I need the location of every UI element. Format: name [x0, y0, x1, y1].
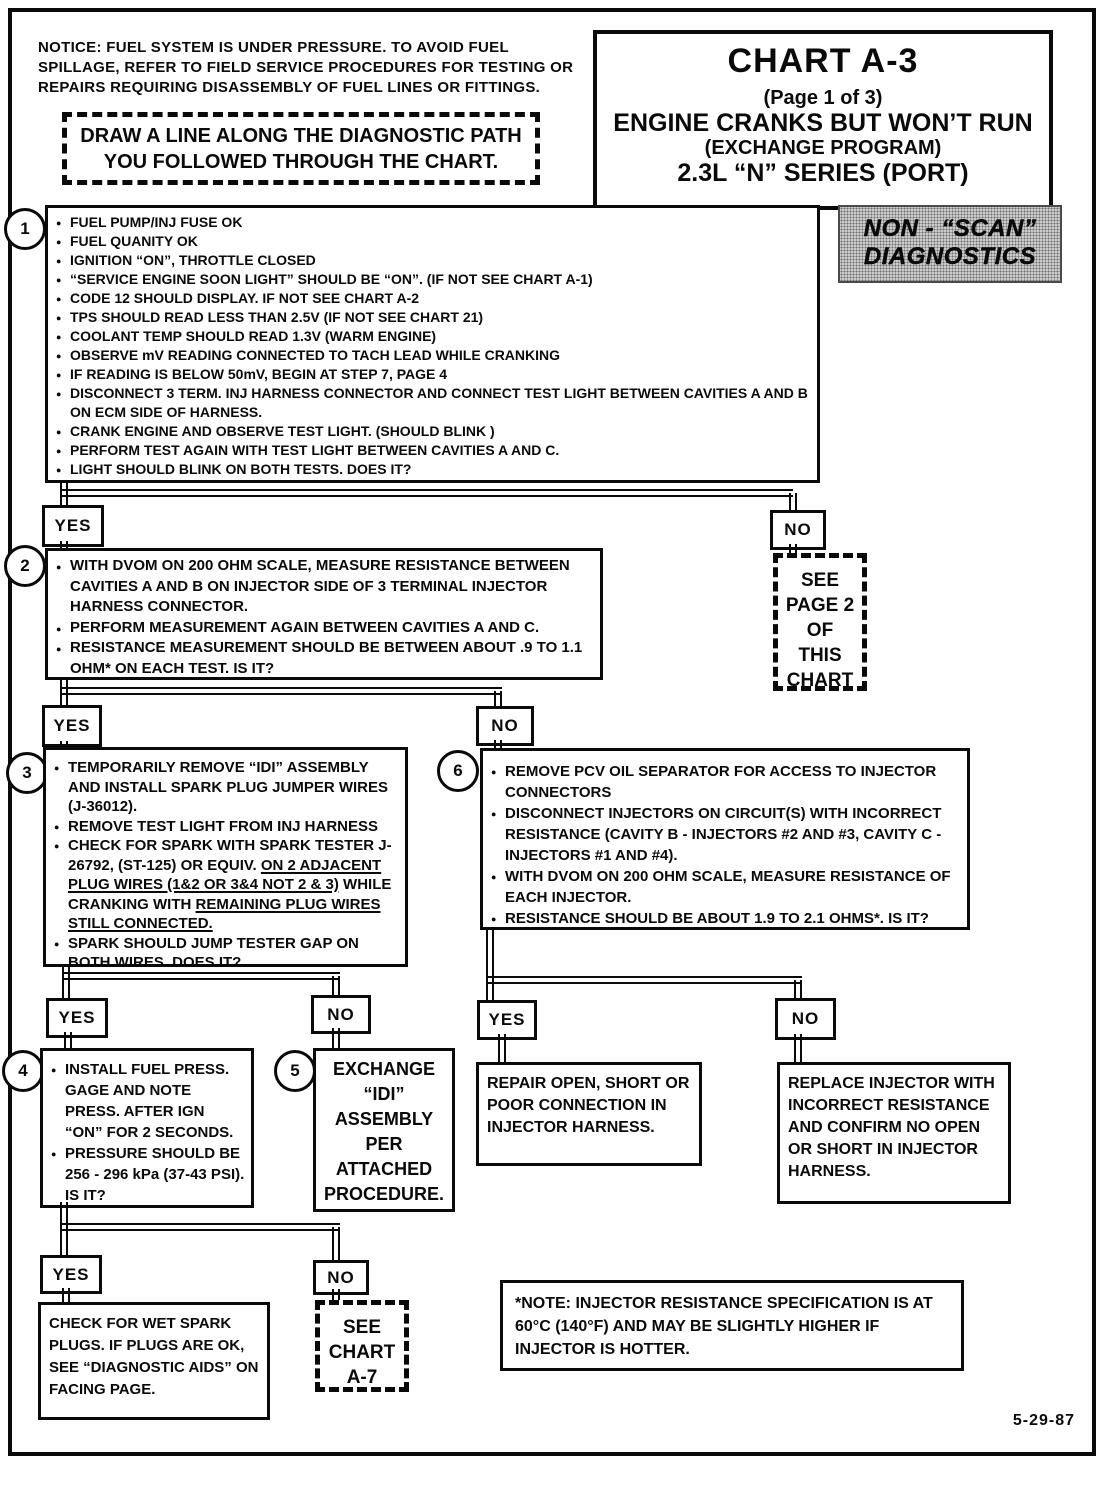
text-line: A-7 — [346, 1367, 378, 1388]
chart-title: CHART A-3 — [727, 42, 919, 80]
flow-connector — [498, 1034, 506, 1062]
badge-line-1: NON - “SCAN” — [863, 215, 1037, 242]
decision-yes-5: YES — [40, 1255, 102, 1294]
step-3-bullet-list — [46, 750, 405, 977]
decision-no-5: NO — [313, 1260, 369, 1295]
step-2-number: 2 — [4, 545, 46, 587]
bullet-item: ● WITH DVOM ON 200 OHM SCALE, MEASURE RESISTANCE BETWEEN CAVITIES A AND B ON INJECTOR SIDE OF 3 TERMINAL INJECTOR HARNESS CONNECTOR. — [56, 556, 594, 618]
flow-connector — [486, 976, 802, 984]
flow-connector — [332, 1028, 340, 1048]
text-line: “IDI” — [363, 1084, 405, 1104]
bullet-item: ● CRANK ENGINE AND OBSERVE TEST LIGHT. (SHOULD BLINK ) — [56, 422, 811, 441]
bullet-item: ● REMOVE PCV OIL SEPARATOR FOR ACCESS TO INJECTOR CONNECTORS — [491, 761, 961, 803]
repair-harness-box: REPAIR OPEN, SHORT OR POOR CONNECTION IN INJECTOR HARNESS. — [476, 1062, 702, 1166]
flow-connector — [494, 691, 502, 706]
flow-connector — [332, 976, 340, 995]
note-box: *NOTE: INJECTOR RESISTANCE SPECIFICATION IS AT 60°C (140°F) AND MAY BE SLIGHTLY HIGHER IF INJECTOR IS HOTTER. — [500, 1280, 964, 1371]
flow-connector — [60, 1223, 340, 1231]
bullet-item: ● CODE 12 SHOULD DISPLAY. IF NOT SEE CHART A-2 — [56, 289, 811, 308]
text-line: CHART — [328, 1342, 396, 1363]
bullet-item: ● LIGHT SHOULD BLINK ON BOTH TESTS. DOES IT? — [56, 460, 811, 479]
flow-connector — [789, 493, 797, 510]
flow-connector — [794, 980, 802, 998]
step-2-bullet-list — [48, 551, 600, 683]
step-3-box — [43, 747, 408, 971]
text-line: PAGE 2 — [785, 595, 855, 616]
bullet-item: ● DISCONNECT 3 TERM. INJ HARNESS CONNECTOR AND CONNECT TEST LIGHT BETWEEN CAVITIES A AND B ON ECM SIDE OF HARNESS. — [56, 384, 811, 422]
bullet-item: ● IF READING IS BELOW 50mV, BEGIN AT STEP 7, PAGE 4 — [56, 365, 811, 384]
decision-yes-4: YES — [477, 1000, 537, 1040]
bullet-item: ● DISCONNECT INJECTORS ON CIRCUIT(S) WITH INCORRECT RESISTANCE (CAVITY B - INJECTORS #2 AND #3, CAVITY C - INJECTORS #1 AND #4). — [491, 803, 961, 866]
text-line: OF — [806, 620, 834, 641]
text-line: ATTACHED — [335, 1159, 433, 1179]
step-1-bullet-list — [48, 208, 817, 483]
text-line: SEE — [342, 1317, 382, 1338]
step-5-number: 5 — [274, 1050, 316, 1092]
decision-no-2: NO — [476, 706, 534, 746]
text-line: PER — [365, 1134, 403, 1154]
check-spark-plugs-box: CHECK FOR WET SPARK PLUGS. IF PLUGS ARE OK, SEE “DIAGNOSTIC AIDS” ON FACING PAGE. — [38, 1302, 270, 1420]
badge-line-2: DIAGNOSTICS — [863, 243, 1037, 270]
chart-program: (EXCHANGE PROGRAM) — [704, 137, 942, 159]
bullet-item: ● TPS SHOULD READ LESS THAN 2.5V (IF NOT SEE CHART 21) — [56, 308, 811, 327]
decision-no-1: NO — [770, 510, 826, 550]
bullet-item: ● FUEL QUANITY OK — [56, 232, 811, 251]
bullet-item: ● PERFORM TEST AGAIN WITH TEST LIGHT BETWEEN CAVITIES A AND C. — [56, 441, 811, 460]
date-label: 5-29-87 — [1012, 1412, 1075, 1429]
flow-connector — [60, 687, 502, 695]
decision-yes-3: YES — [46, 998, 108, 1038]
flow-connector — [332, 1289, 340, 1300]
flow-connector — [62, 972, 340, 980]
flow-connector — [64, 1032, 72, 1048]
replace-injector-box: REPLACE INJECTOR WITH INCORRECT RESISTANCE AND CONFIRM NO OPEN OR SHORT IN INJECTOR HARNESS. — [777, 1062, 1011, 1204]
bullet-item: ● OBSERVE mV READING CONNECTED TO TACH LEAD WHILE CRANKING — [56, 346, 811, 365]
bullet-item: ● FUEL PUMP/INJ FUSE OK — [56, 213, 811, 232]
flow-connector — [486, 930, 494, 1000]
step-6-bullet-list — [483, 751, 967, 933]
text-line: PROCEDURE. — [323, 1184, 444, 1204]
step-2-box — [45, 548, 603, 680]
bullet-item: ● CHECK FOR SPARK WITH SPARK TESTER J-26792, (ST-125) OR EQUIV. ON 2 ADJACENT PLUG WIRES (1&2 OR 3&4 NOT 2 & 3) WHILE CRANKING WITH REMAINING PLUG WIRES STILL CONNECTED. — [54, 836, 399, 934]
flow-connector — [794, 1034, 802, 1062]
bullet-item: ● REMOVE TEST LIGHT FROM INJ HARNESS — [54, 817, 399, 837]
non-scan-diagnostics-badge — [838, 205, 1062, 283]
see-page-2-box — [773, 553, 867, 691]
chart-subtitle: ENGINE CRANKS BUT WON’T RUN — [613, 109, 1033, 137]
step-6-box — [480, 748, 970, 930]
step-3-number: 3 — [6, 752, 48, 794]
chart-header — [593, 30, 1053, 210]
bullet-item: ● INSTALL FUEL PRESS. GAGE AND NOTE PRESS. AFTER IGN “ON” FOR 2 SECONDS. — [51, 1059, 245, 1143]
draw-line-instruction-box: DRAW A LINE ALONG THE DIAGNOSTIC PATH YOU FOLLOWED THROUGH THE CHART. — [62, 112, 540, 185]
flow-connector — [62, 1288, 70, 1302]
bullet-item: ● RESISTANCE SHOULD BE ABOUT 1.9 TO 2.1 OHMS*. IS IT? — [491, 908, 961, 929]
see-chart-a7-box — [315, 1300, 409, 1392]
bullet-item: ● “SERVICE ENGINE SOON LIGHT” SHOULD BE “ON”. (IF NOT SEE CHART A-1) — [56, 270, 811, 289]
text-line: EXCHANGE — [332, 1059, 435, 1079]
bullet-item: ● SPARK SHOULD JUMP TESTER GAP ON BOTH WIRES. DOES IT? — [54, 934, 399, 973]
decision-yes-1: YES — [42, 505, 104, 547]
bullet-item: ● PERFORM MEASUREMENT AGAIN BETWEEN CAVITIES A AND C. — [56, 618, 594, 639]
step-4-number: 4 — [2, 1050, 44, 1092]
decision-no-4: NO — [775, 998, 836, 1040]
text-line: CHART — [786, 670, 854, 691]
step-4-box — [40, 1048, 254, 1208]
text-line: THIS — [798, 645, 842, 666]
text-line: ASSEMBLY — [334, 1109, 434, 1129]
decision-yes-2: YES — [42, 705, 102, 747]
decision-no-3: NO — [311, 995, 371, 1034]
bullet-item: ● TEMPORARILY REMOVE “IDI” ASSEMBLY AND INSTALL SPARK PLUG JUMPER WIRES (J-36012). — [54, 758, 399, 817]
bullet-item: ● RESISTANCE MEASUREMENT SHOULD BE BETWEEN ABOUT .9 TO 1.1 OHM* ON EACH TEST. IS IT? — [56, 638, 594, 679]
flow-connector — [332, 1227, 340, 1260]
chart-engine: 2.3L “N” SERIES (PORT) — [677, 159, 969, 187]
notice-text: NOTICE: FUEL SYSTEM IS UNDER PRESSURE. TO AVOID FUEL SPILLAGE, REFER TO FIELD SERVICE PROCEDURES FOR TESTING OR REPAIRS REQUIRING DISASSEMBLY OF FUEL LINES OR FITTINGS. — [38, 39, 574, 96]
text-line: SEE — [800, 570, 840, 591]
chart-page-indicator: (Page 1 of 3) — [763, 87, 883, 109]
step-1-box — [45, 205, 820, 483]
bullet-item: ● COOLANT TEMP SHOULD READ 1.3V (WARM ENGINE) — [56, 327, 811, 346]
step-4-bullet-list — [43, 1051, 251, 1210]
step-1-number: 1 — [4, 208, 46, 250]
bullet-item: ● PRESSURE SHOULD BE 256 - 296 kPa (37-43 PSI). IS IT? — [51, 1143, 245, 1206]
bullet-item: ● WITH DVOM ON 200 OHM SCALE, MEASURE RESISTANCE OF EACH INJECTOR. — [491, 866, 961, 908]
step-6-number: 6 — [437, 750, 479, 792]
flow-connector — [60, 489, 793, 497]
step-5-box — [313, 1048, 455, 1212]
bullet-item: ● IGNITION “ON”, THROTTLE CLOSED — [56, 251, 811, 270]
